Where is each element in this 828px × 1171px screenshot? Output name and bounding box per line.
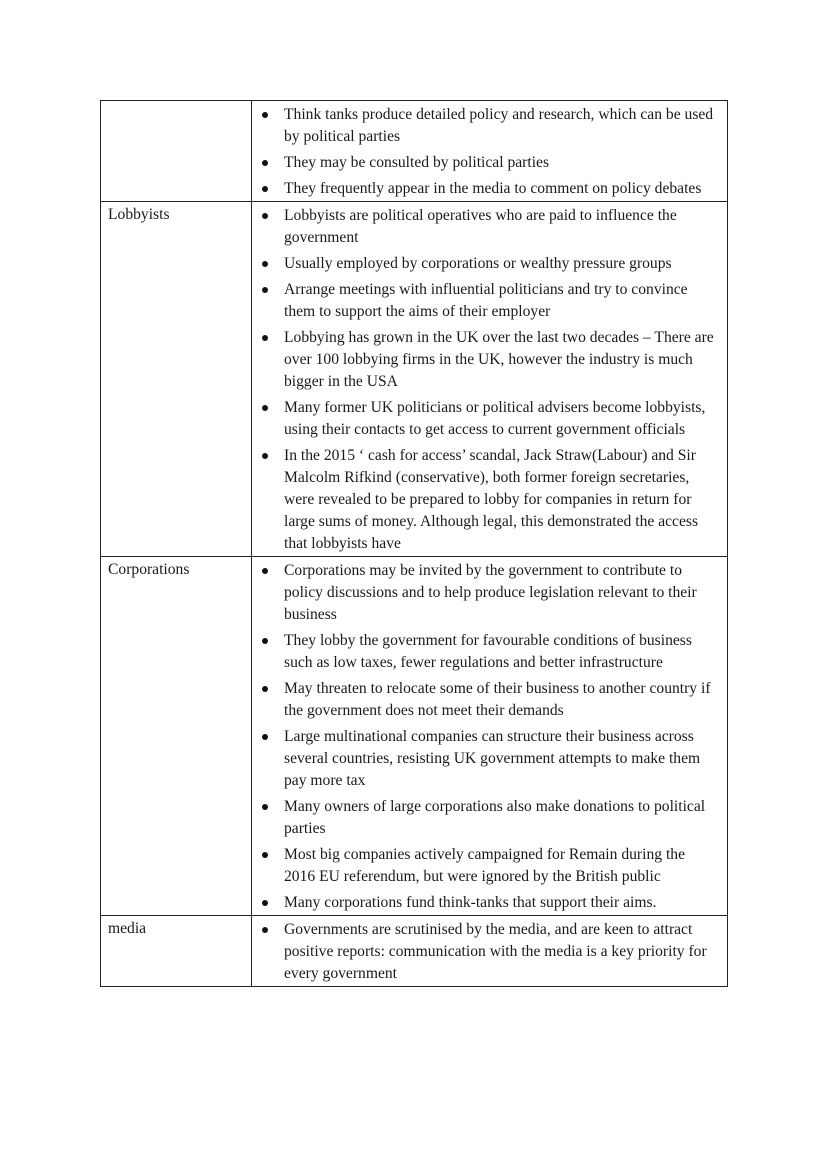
bullet-text: Arrange meetings with influential politicians and try to convince them to support the aims of their employer [284, 281, 688, 320]
list-item [252, 397, 719, 441]
bullet-text: They may be consulted by political parties [284, 154, 550, 171]
list-item [252, 919, 719, 985]
bullet-icon [262, 112, 268, 118]
bullet-text: Think tanks produce detailed policy and research, which can be used by political parties [284, 106, 714, 145]
row-label: media [101, 916, 252, 987]
bullet-icon [262, 160, 268, 166]
row-content [252, 916, 728, 987]
bullet-list [252, 560, 719, 914]
bullet-text: They lobby the government for favourable conditions of business such as low taxes, fewer regulations and better infrastructure [284, 632, 692, 671]
row-content [252, 101, 728, 202]
bullet-text: May threaten to relocate some of their business to another country if the government does not meet their demands [284, 680, 711, 719]
bullet-icon [262, 852, 268, 858]
bullet-text: Many former UK politicians or political advisers become lobbyists, using their contacts to get access to current government officials [284, 399, 706, 438]
bullet-icon [262, 734, 268, 740]
bullet-text: Lobbying has grown in the UK over the last two decades – There are over 100 lobbying firms in the UK, however the industry is much bigger in the USA [284, 329, 714, 390]
bullet-icon [262, 261, 268, 267]
list-item [252, 152, 719, 174]
row-label [101, 101, 252, 202]
list-item [252, 445, 719, 555]
bullet-icon [262, 568, 268, 574]
bullet-list [252, 104, 719, 200]
row-content [252, 202, 728, 557]
bullet-icon [262, 405, 268, 411]
row-label: Corporations [101, 557, 252, 916]
bullet-list [252, 205, 719, 555]
bullet-text: Governments are scrutinised by the media, and are keen to attract positive reports: communication with the media is a key priority for every government [284, 921, 707, 982]
table-row [101, 202, 728, 557]
table-row [101, 101, 728, 202]
row-content [252, 557, 728, 916]
bullet-icon [262, 638, 268, 644]
bullet-text: Most big companies actively campaigned for Remain during the 2016 EU referendum, but were ignored by the British public [284, 846, 685, 885]
bullet-icon [262, 213, 268, 219]
list-item [252, 630, 719, 674]
list-item [252, 726, 719, 792]
list-item [252, 104, 719, 148]
notes-table-body [101, 101, 728, 987]
list-item [252, 796, 719, 840]
bullet-icon [262, 686, 268, 692]
bullet-icon [262, 186, 268, 192]
list-item [252, 253, 719, 275]
list-item [252, 279, 719, 323]
bullet-text: Usually employed by corporations or wealthy pressure groups [284, 255, 672, 272]
bullet-text: They frequently appear in the media to comment on policy debates [284, 180, 702, 197]
table-row [101, 557, 728, 916]
bullet-icon [262, 804, 268, 810]
list-item [252, 678, 719, 722]
bullet-icon [262, 900, 268, 906]
bullet-icon [262, 453, 268, 459]
bullet-text: Corporations may be invited by the government to contribute to policy discussions and to help produce legislation relevant to their business [284, 562, 697, 623]
list-item [252, 844, 719, 888]
bullet-text: Large multinational companies can structure their business across several countries, resisting UK government attempts to make them pay more tax [284, 728, 701, 789]
row-label: Lobbyists [101, 202, 252, 557]
list-item [252, 178, 719, 200]
notes-table [100, 100, 728, 987]
bullet-text: Lobbyists are political operatives who are paid to influence the government [284, 207, 677, 246]
bullet-icon [262, 927, 268, 933]
list-item [252, 205, 719, 249]
list-item [252, 327, 719, 393]
bullet-list [252, 919, 719, 985]
bullet-text: Many corporations fund think-tanks that support their aims. [284, 894, 657, 911]
table-row [101, 916, 728, 987]
bullet-icon [262, 287, 268, 293]
bullet-text: In the 2015 ‘ cash for access’ scandal, Jack Straw(Labour) and Sir Malcolm Rifkind (conservative), both former foreign secretaries, were revealed to be prepared to lobby for companies in return for large sums of money. Although legal, this demonstrated the access that lobbyists have [284, 447, 699, 552]
bullet-text: Many owners of large corporations also make donations to political parties [284, 798, 706, 837]
list-item [252, 560, 719, 626]
list-item [252, 892, 719, 914]
bullet-icon [262, 335, 268, 341]
